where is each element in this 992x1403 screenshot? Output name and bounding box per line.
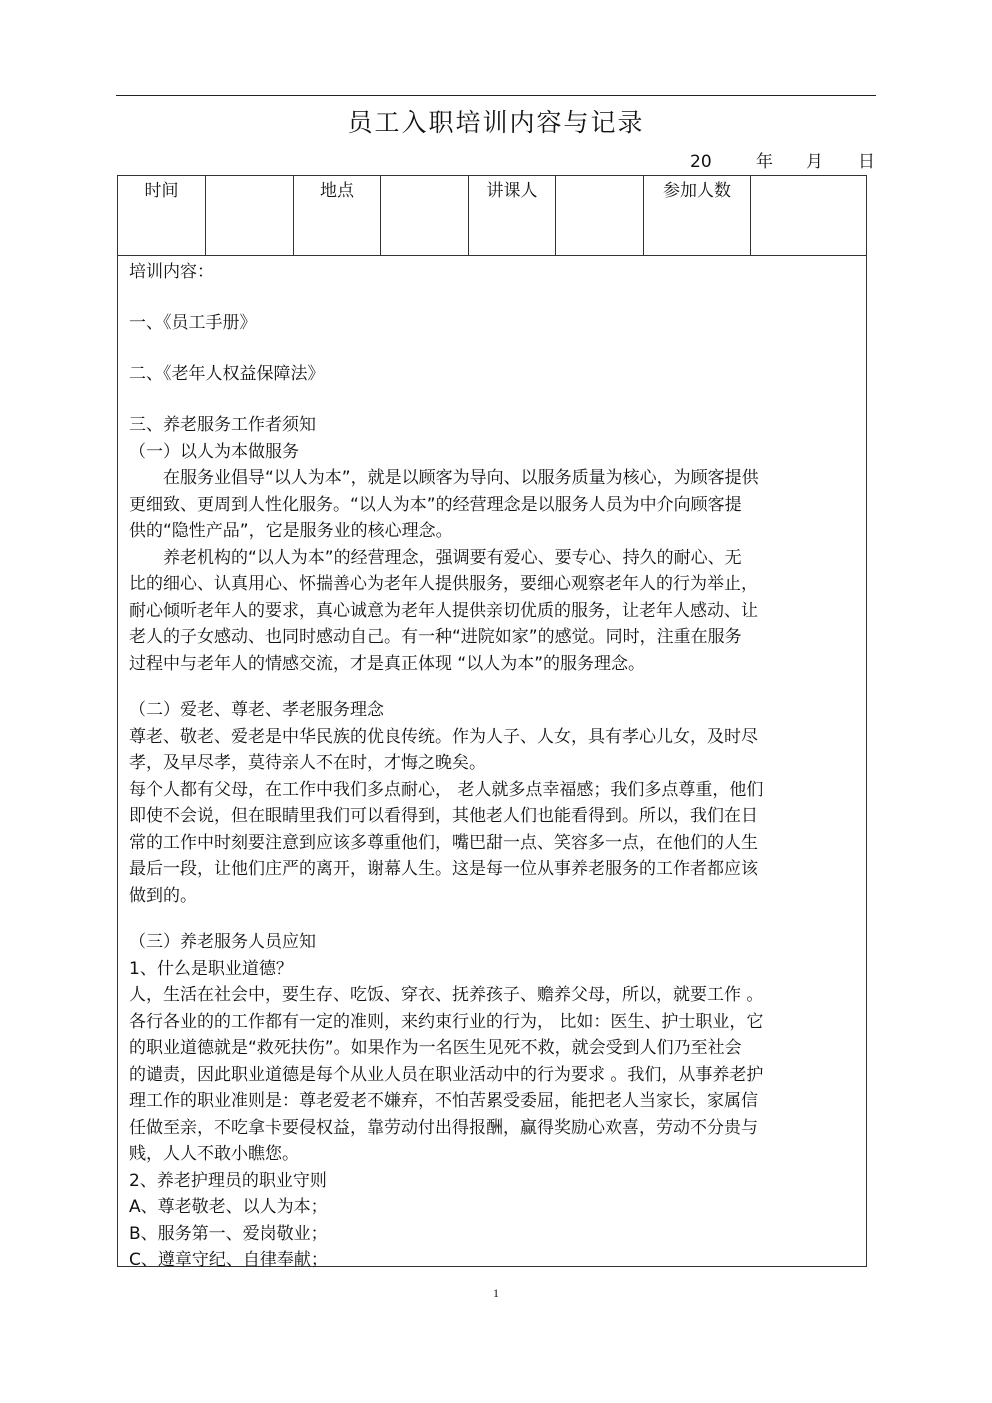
paragraph-line: 人，生活在社会中，要生存、吃饭、穿衣、抚养孩子、赡养父母，所以，就要工作 。: [129, 985, 764, 1005]
paragraph-line: 尊老、敬老、爱老是中华民族的优良传统。作为人子、人女，具有孝心儿女，及时尽: [129, 726, 758, 747]
place-label-cell: [294, 176, 381, 255]
paragraph-line: 过程中与老年人的情感交流，才是真正体现 “以人为本”的服务理念。: [129, 653, 646, 674]
question-1: 1、什么是职业道德？: [129, 958, 293, 979]
paragraph-line: 供的“隐性产品”，它是服务业的核心理念。: [129, 521, 453, 541]
page-number: 1: [493, 1286, 499, 1300]
time-label-cell: [118, 176, 206, 255]
section-1-title: （一）以人为本做服务: [129, 441, 299, 462]
header-row: [118, 176, 866, 256]
paragraph-line: 在服务业倡导“以人为本”，就是以顾客为导向、以服务质量为核心，为顾客提供: [129, 468, 759, 488]
header-rule: [116, 95, 876, 96]
rule-a: A、尊老敬老、以人为本；: [129, 1197, 328, 1217]
paragraph-line: 老人的子女感动、也同时感动自己。有一种“进院如家”的感觉。同时，注重在服务: [129, 627, 742, 647]
lecturer-label-cell: [469, 176, 556, 255]
paragraph-line: 每个人都有父母，在工作中我们多点耐心， 老人就多点幸福感；我们多点尊重，他们: [129, 779, 764, 800]
rule-c: C、遵章守纪、自律奉献；: [129, 1250, 328, 1270]
question-2: 2、养老护理员的职业守则: [129, 1170, 327, 1191]
time-value-cell[interactable]: [206, 176, 294, 255]
date-day-label: 日: [858, 152, 875, 172]
participants-label-cell: [644, 176, 751, 255]
paragraph-line: 最后一段，让他们庄严的离开，谢幕人生。这是每一位从事养老服务的工作者都应该: [129, 859, 758, 879]
training-record-table: [117, 175, 867, 1270]
section-2-title: （二）爱老、尊老、孝老服务理念: [129, 700, 384, 720]
content-heading: 培训内容：: [129, 262, 214, 282]
participants-label: 参加人数: [663, 181, 731, 201]
paragraph-line: 养老机构的“以人为本”的经营理念，强调要有爱心、要专心、持久的耐心、无: [129, 547, 742, 568]
paragraph-line: 常的工作中时刻要注意到应该多尊重他们，嘴巴甜一点、笑容多一点，在他们的人生: [129, 832, 758, 853]
place-value-cell[interactable]: [381, 176, 469, 255]
rule-b: B、服务第一、爱岗敬业；: [129, 1223, 328, 1244]
paragraph-line: 耐心倾听老年人的要求，真心诚意为老年人提供亲切优质的服务，让老年人感动、让: [129, 600, 758, 621]
paragraph-line: 的谴责，因此职业道德是每个从业人员在职业活动中的行为要求 。我们，从事养老护: [129, 1064, 764, 1085]
paragraph-line: 的职业道德就是“救死扶伤”。如果作为一名医生见死不救，就会受到人们乃至社会: [129, 1038, 742, 1058]
date-line: [690, 149, 876, 175]
paragraph-line: 任做至亲，不吃拿卡要侵权益，靠劳动付出得报酬，赢得奖励心欢喜，劳动不分贵与: [129, 1117, 758, 1138]
paragraph-line: 孝，及早尽孝，莫待亲人不在时，才悔之晚矣。: [129, 753, 486, 773]
place-label: 地点: [320, 181, 354, 201]
paragraph-line: 即使不会说，但在眼睛里我们可以看得到，其他老人们也能看得到。所以，我们在日: [129, 806, 758, 826]
content-item-1: 一、《员工手册》: [129, 313, 257, 333]
paragraph-line: 做到的。: [129, 885, 197, 906]
date-year-label: 年: [756, 152, 773, 172]
lecturer-value-cell[interactable]: [556, 176, 644, 255]
section-3-title: （三）养老服务人员应知: [129, 932, 316, 952]
page-title: 员工入职培训内容与记录: [347, 108, 645, 137]
paragraph-line: 各行各业的的工作都有一定的准则，来约束行业的行为， 比如：医生、护士职业，它: [129, 1011, 764, 1032]
content-item-2: 二、《老年人权益保障法》: [129, 364, 325, 384]
paragraph-line: 理工作的职业准则是：尊老爱老不嫌弃，不怕苦累受委屈，能把老人当家长，家属信: [129, 1091, 758, 1111]
lecturer-label: 讲课人: [486, 181, 538, 201]
paragraph-line: 比的细心、认真用心、怀揣善心为老年人提供服务，要细心观察老年人的行为举止，: [129, 574, 758, 594]
participants-value-cell[interactable]: [751, 176, 866, 255]
paragraph-line: 更细致、更周到人性化服务。“以人为本”的经营理念是以服务人员为中介向顾客提: [129, 494, 742, 515]
date-year-prefix: 20: [690, 152, 712, 172]
content-item-3: 三、养老服务工作者须知: [129, 415, 316, 435]
training-content: [129, 259, 864, 1274]
time-label: 时间: [144, 181, 179, 201]
date-month-label: 月: [806, 152, 823, 172]
paragraph-line: 贱，人人不敢小瞧您。: [129, 1144, 299, 1164]
